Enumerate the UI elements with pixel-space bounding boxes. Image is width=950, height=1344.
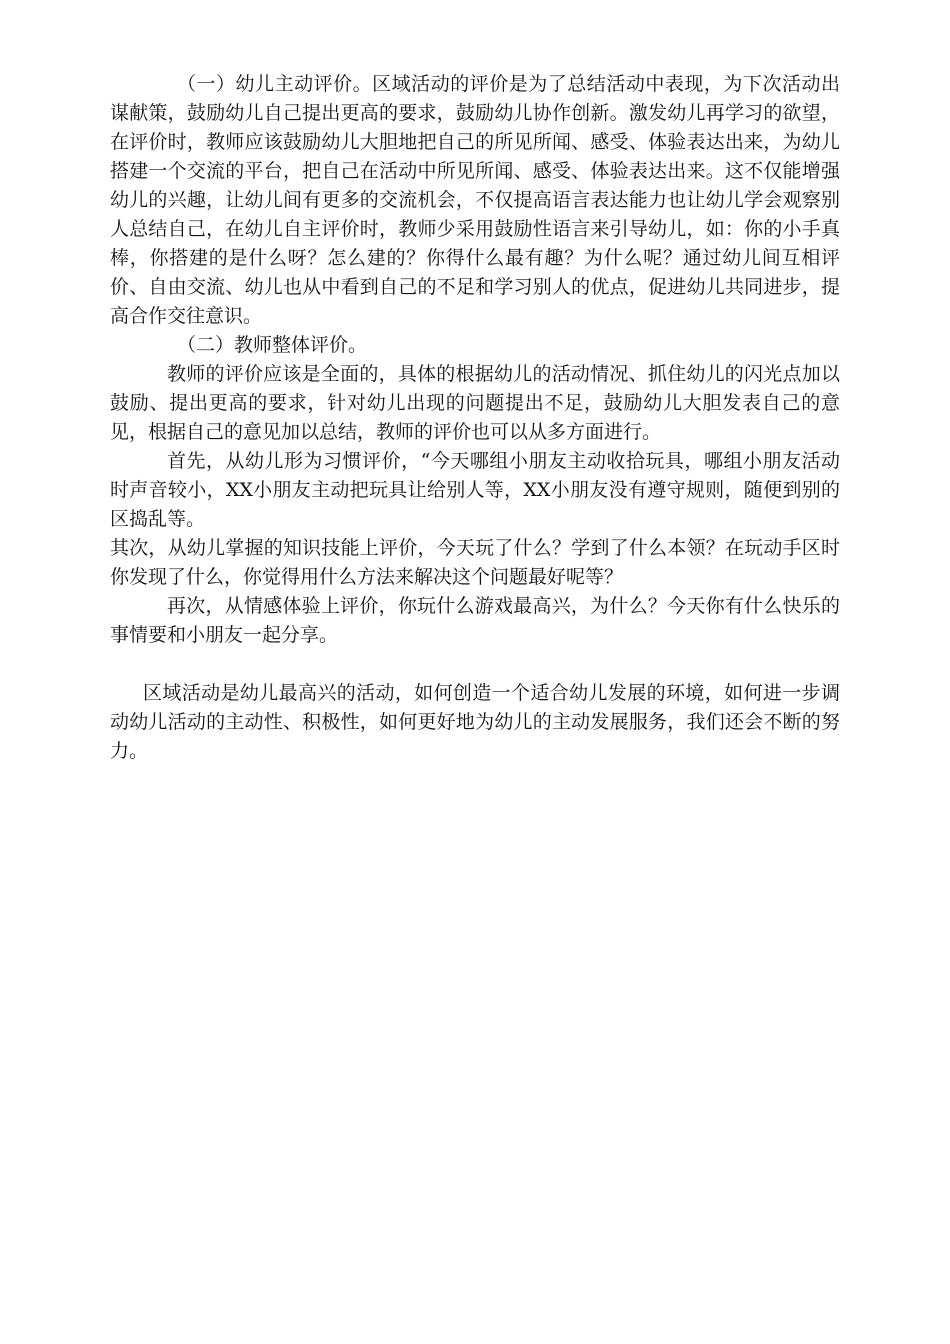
paragraph-knowledge-evaluation: 其次，从幼儿掌握的知识技能上评价，今天玩了什么？学到了什么本领？在玩动手区时你发现了什么，你觉得用什么方法来解决这个问题最好呢等？ (110, 537, 840, 588)
document-body (110, 70, 840, 766)
heading-teacher-overall-evaluation: （二）教师整体评价。 (177, 334, 368, 356)
paragraph-spacer (110, 650, 840, 679)
paragraph-emotion-evaluation: 再次，从情感体验上评价，你玩什么游戏最高兴，为什么？今天你有什么快乐的事情要和小朋友一起分享。 (110, 595, 840, 646)
paragraph-child-self-evaluation: （一）幼儿主动评价。区域活动的评价是为了总结活动中表现，为下次活动出谋献策，鼓励幼儿自己提出更高的要求，鼓励幼儿协作创新。激发幼儿再学习的欲望，在评价时，教师应该鼓励幼儿大胆地把自己的所见所闻、感受、体验表达出来，为幼儿搭建一个交流的平台，把自己在活动中所见所闻、感受、体验表达出来。这不仅能增强幼儿的兴趣，让幼儿间有更多的交流机会，不仅提高语言表达能力也让幼儿学会观察别人总结自己，在幼儿自主评价时，教师少采用鼓励性语言来引导幼儿，如：你的小手真棒，你搭建的是什么呀？怎么建的？你得什么最有趣？为什么呢？通过幼儿间互相评价、自由交流、幼儿也从中看到自己的不足和学习别人的优点，促进幼儿共同进步，提高合作交往意识。 (110, 73, 840, 327)
paragraph-conclusion: 区域活动是幼儿最高兴的活动，如何创造一个适合幼儿发展的环境，如何进一步调动幼儿活动的主动性、积极性，如何更好地为幼儿的主动发展服务，我们还会不断的努力。 (110, 682, 840, 762)
paragraph-habit-evaluation: 首先，从幼儿形为习惯评价，“今天哪组小朋友主动收拾玩具，哪组小朋友活动时声音较小，XX小朋友主动把玩具让给别人等，XX小朋友没有遵守规则，随便到别的区捣乱等。 (110, 450, 840, 530)
paragraph-teacher-evaluation-scope: 教师的评价应该是全面的，具体的根据幼儿的活动情况、抓住幼儿的闪光点加以鼓励、提出更高的要求，针对幼儿出现的问题提出不足，鼓励幼儿大胆发表自己的意见，根据自己的意见加以总结，教师的评价也可以从多方面进行。 (110, 363, 840, 443)
